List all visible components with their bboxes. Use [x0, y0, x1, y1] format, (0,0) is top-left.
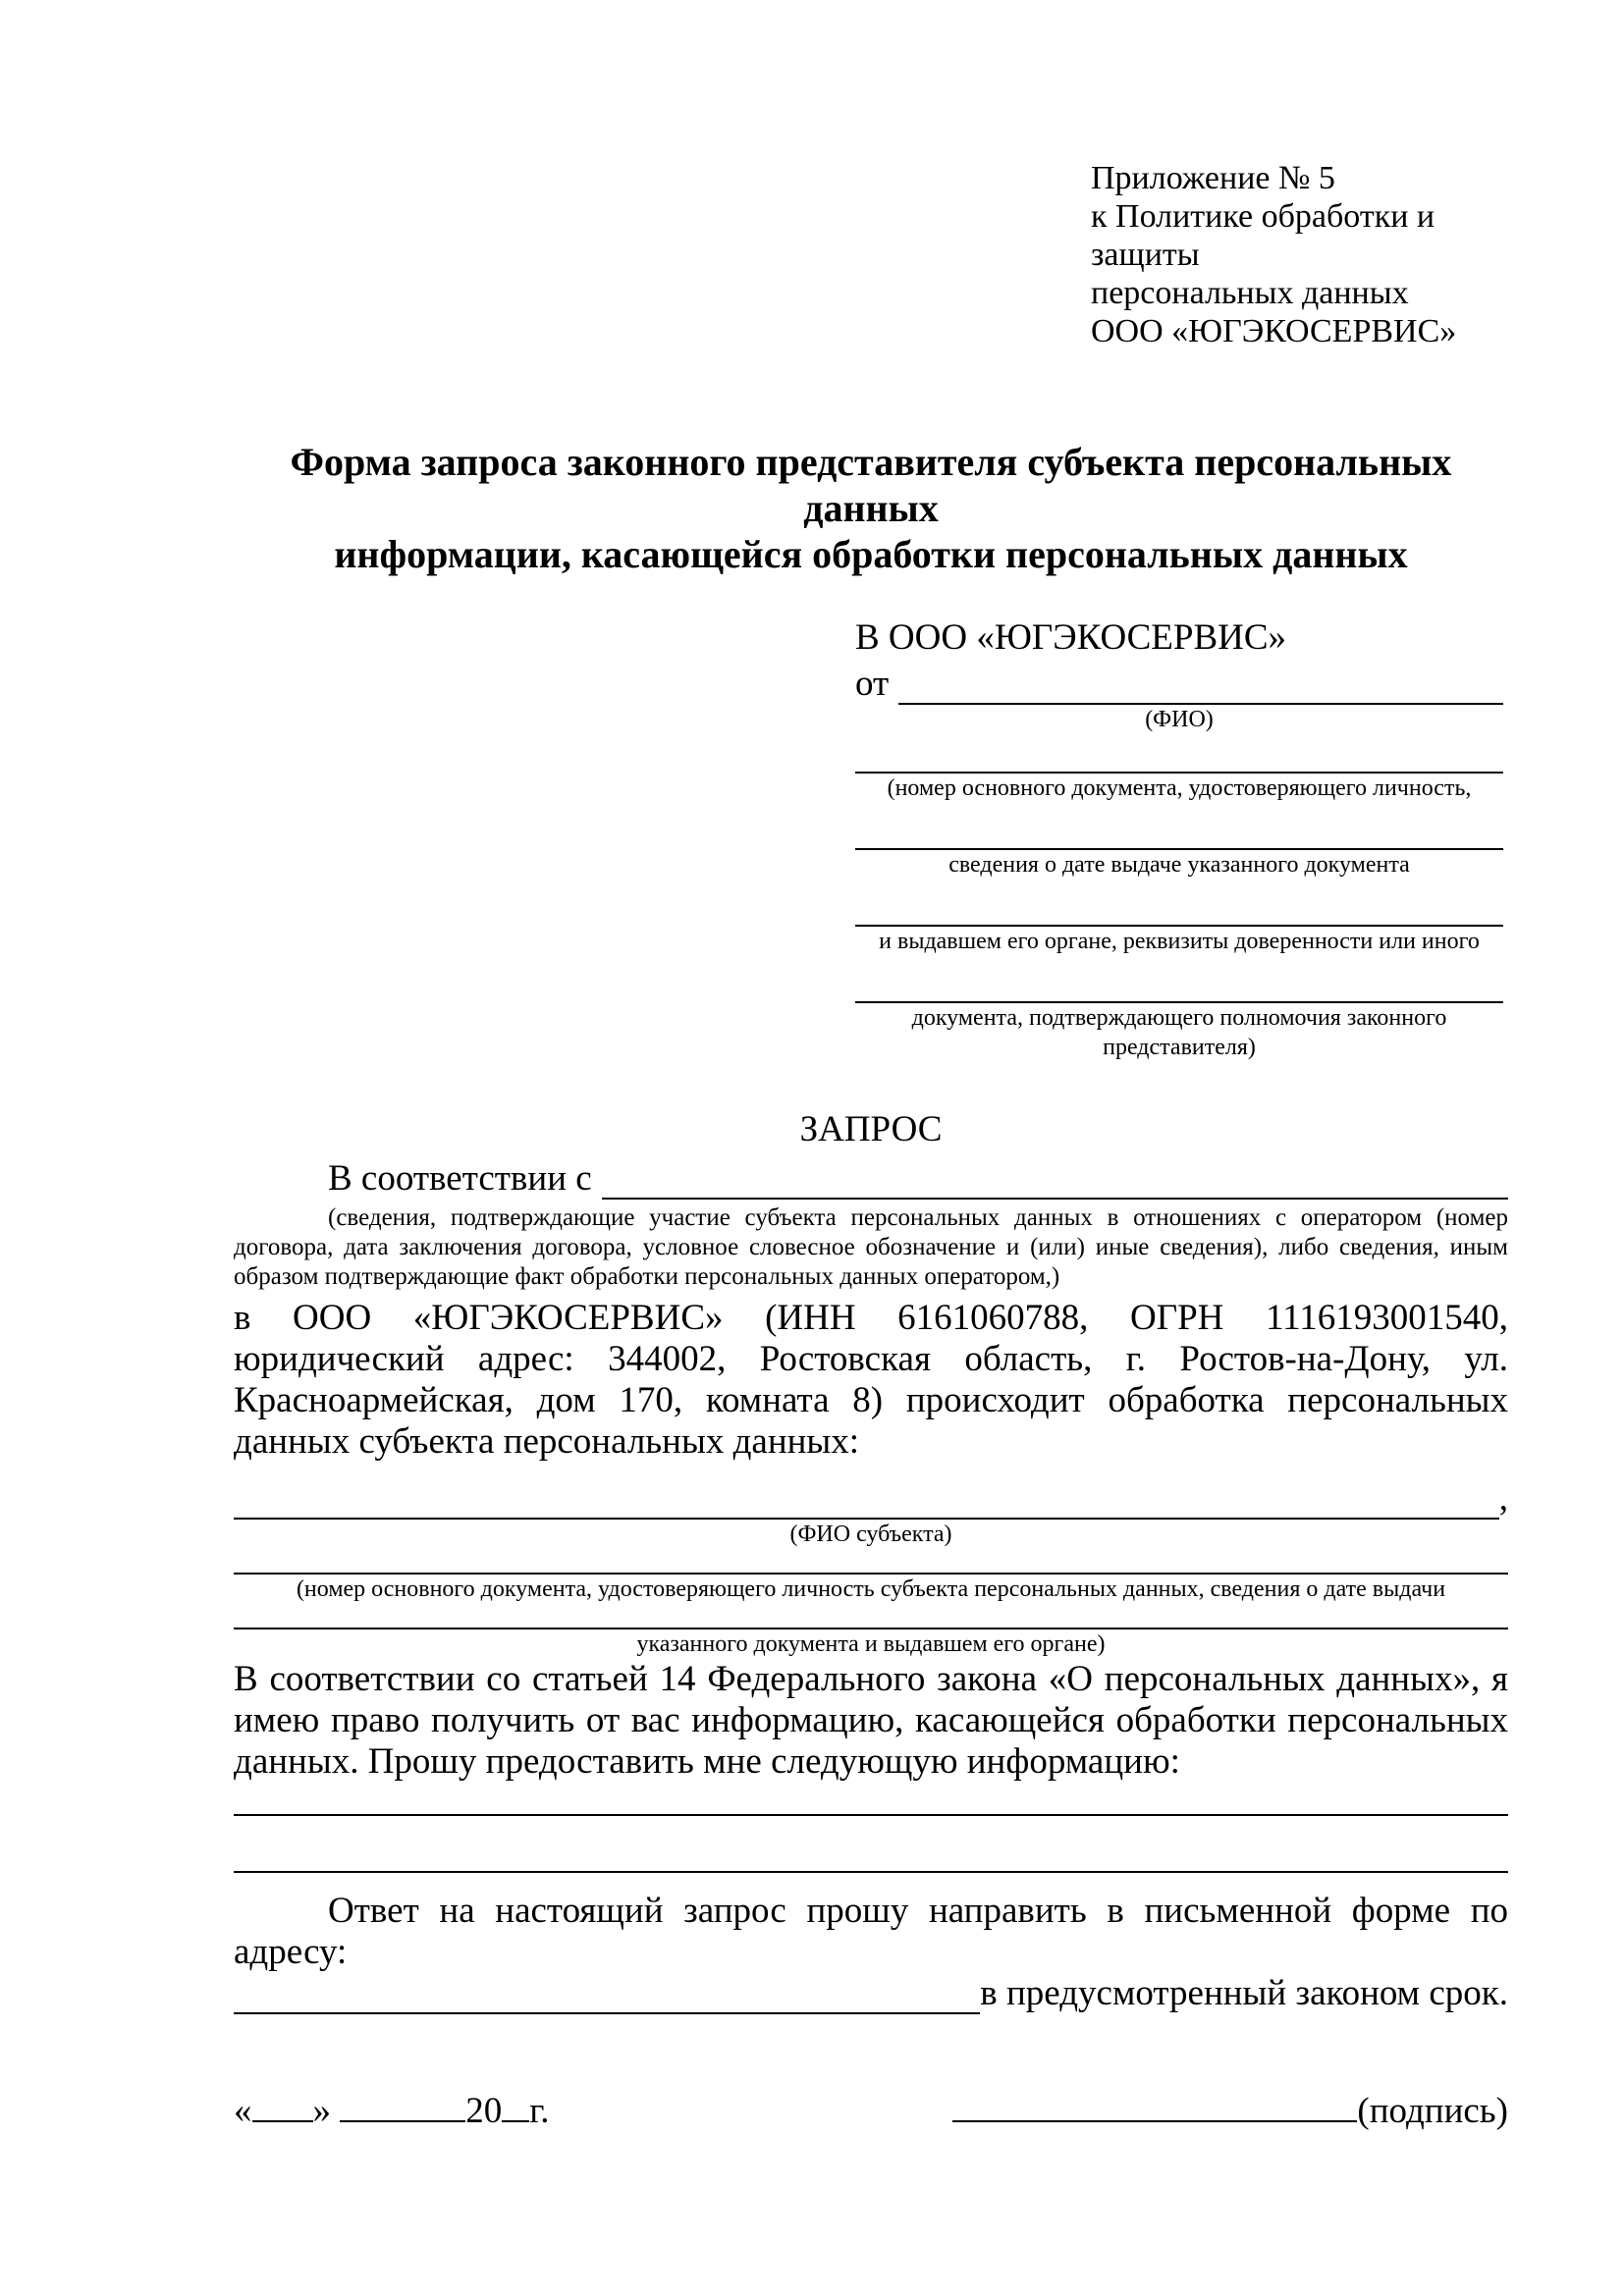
subject-fio-caption: (ФИО субъекта)	[789, 1522, 952, 1547]
date-open-quote: «	[234, 2091, 252, 2131]
appendix-header	[1091, 159, 1508, 350]
field-caption: и выдавшем его органе, реквизиты доверенности или иного	[879, 929, 1480, 954]
date-day-blank-line	[252, 2091, 313, 2122]
document-title	[234, 439, 1508, 577]
field-group	[855, 1001, 1503, 1062]
appendix-header-line: к Политике обработки и защиты	[1091, 198, 1435, 273]
year-suffix: г.	[529, 2091, 550, 2131]
signature-caption: (подпись)	[1357, 2091, 1508, 2131]
subject-doc-caption: указанного документа и выдавшем его органе)	[636, 1631, 1106, 1657]
year-prefix: 20	[465, 2091, 503, 2131]
operator-paragraph: в ООО «ЮГЭКОСЕРВИС» (ИНН 6161060788, ОГРН 1116193001540, юридический адрес: 344002, Ростовская область, г. Ростов-на-Дону, ул. Красноармейская, дом 170, комната 8) происходит обработка персональных данных субъекта персональных данных:	[234, 1298, 1508, 1462]
note-text: (сведения, подтверждающие участие субъекта персональных данных в отношениях с оператором (номер договора, дата заключения договора, условное словесное обозначение и (или) иные сведения), либо сведения, иным образом подтверждающие факт обработки персональных данных оператором,)	[234, 1204, 1508, 1290]
field-group	[855, 925, 1503, 956]
signature-field	[952, 2091, 1508, 2132]
date-year-blank-line	[502, 2091, 529, 2122]
title-line-2: информации, касающейся обработки персональных данных	[334, 532, 1408, 576]
appendix-header-line: персональных данных	[1091, 275, 1409, 311]
intro-row	[234, 1158, 1508, 1200]
title-line-1: Форма запроса законного представителя субъекта персональных данных	[290, 440, 1452, 530]
law-paragraph: В соответствии со статьей 14 Федерального закона «О персональных данных», я имею право получить от вас информацию, касающейся обработки персональных данных. Прошу предоставить мне следующую информацию:	[234, 1659, 1508, 1782]
signature-blank-line	[952, 2091, 1357, 2122]
field-caption: документа, подтверждающего полномочия законного представителя)	[911, 1005, 1447, 1060]
intro-blank-line	[602, 1164, 1508, 1200]
field-caption: (номер основного документа, удостоверяющего личность,	[887, 775, 1472, 801]
from-label: от	[855, 664, 890, 704]
info-blank-line	[234, 1871, 1508, 1873]
subject-doc-caption: (номер основного документа, удостоверяющего личность субъекта персональных данных, сведения о дате выдачи	[296, 1576, 1446, 1602]
field-caption: сведения о дате выдаче указанного документа	[948, 852, 1410, 878]
from-row	[855, 664, 1503, 705]
reply-suffix: в предусмотренный законом срок.	[980, 1973, 1508, 2013]
subject-fio-blank-line	[234, 1484, 1499, 1520]
appendix-header-line: ООО «ЮГЭКОСЕРВИС»	[1091, 313, 1457, 349]
info-blank-line	[234, 1814, 1508, 1816]
fio-blank-line	[898, 669, 1503, 705]
intro-text: В соответствии с	[328, 1158, 592, 1199]
subject-fio-row	[234, 1478, 1508, 1520]
field-group	[855, 848, 1503, 880]
appendix-header-line: Приложение № 5	[1091, 160, 1335, 196]
request-heading: ЗАПРОС	[799, 1109, 943, 1149]
date-close-quote: »	[312, 2091, 331, 2131]
addressee-to: В ООО «ЮГЭКОСЕРВИС»	[855, 617, 1287, 658]
date-month-blank-line	[340, 2091, 465, 2122]
fio-caption: (ФИО)	[1145, 707, 1214, 732]
reply-address-row	[234, 1973, 1508, 2014]
field-group	[855, 772, 1503, 803]
reply-paragraph: Ответ на настоящий запрос прошу направить в письменной форме по адресу:	[234, 1891, 1508, 1972]
addressee-block	[855, 616, 1503, 1062]
reply-address-blank-line	[234, 1979, 980, 2014]
date-field	[234, 2091, 550, 2132]
subject-fio-comma: ,	[1498, 1478, 1508, 1519]
footer-row	[234, 2091, 1508, 2132]
